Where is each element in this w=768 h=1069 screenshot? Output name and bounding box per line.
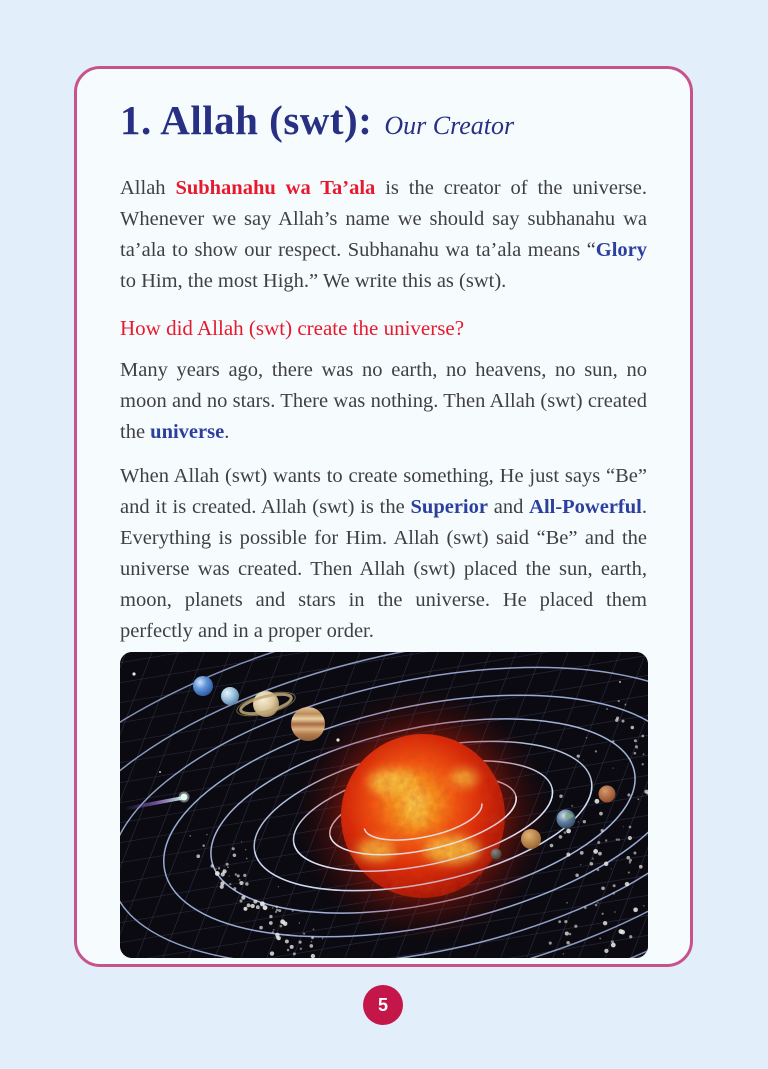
intro-paragraph	[120, 173, 647, 297]
planet-neptune	[193, 676, 213, 696]
question-heading: How did Allah (swt) create the universe?	[120, 316, 465, 340]
planet-jupiter	[291, 707, 325, 741]
page-card	[74, 66, 693, 967]
chapter-subtitle: Our Creator	[384, 111, 515, 140]
creation-paragraph	[120, 461, 647, 647]
highlight-red-text: Subhanahu wa Ta’ala	[175, 177, 376, 199]
text-run: Many years ago, there was no earth, no heavens, no sun, no moon and no stars. There was nothing. Then Allah (swt) created the	[120, 359, 647, 443]
text-run: . Everything is possible for Him. Allah (swt) said “Be” and the universe was created. Then Allah (swt) placed the sun, earth, moon, planets and stars in the universe. He placed them perfectly and in a proper order.	[120, 496, 647, 642]
highlight-blue-text: Superior	[410, 496, 488, 518]
planet-earth	[557, 810, 576, 829]
planet-mercury	[491, 849, 502, 860]
planet-venus	[521, 829, 541, 849]
text-run: Allah	[120, 177, 176, 199]
chapter-title: 1. Allah (swt):	[120, 97, 373, 143]
planet-mars	[599, 786, 616, 803]
solar-system-svg	[120, 652, 648, 958]
highlight-blue-text: universe	[150, 421, 225, 443]
solar-system-illustration	[120, 652, 648, 958]
text-run: .	[224, 421, 230, 443]
answer-paragraph	[120, 355, 647, 448]
page-number: 5	[377, 994, 388, 1015]
page-number-badge	[363, 985, 403, 1025]
text-run: is the creator of the universe. Whenever we say Allah’s name we should say subhanahu wa ta’ala to show our respect. Subhanahu wa ta’ala means “	[120, 177, 648, 261]
text-run: to Him, the most High.” We write this as (swt).	[120, 270, 507, 292]
highlight-blue-text: All-Powerful	[529, 496, 642, 518]
planet-uranus	[221, 687, 239, 705]
text-run: and	[487, 496, 530, 518]
sun-texture	[341, 734, 505, 898]
page-title	[120, 97, 647, 153]
highlight-blue-text: Glory	[595, 239, 647, 261]
text-run: When Allah (swt) wants to create something, He just says “Be” and it is created. Allah (swt) is the	[120, 465, 647, 518]
